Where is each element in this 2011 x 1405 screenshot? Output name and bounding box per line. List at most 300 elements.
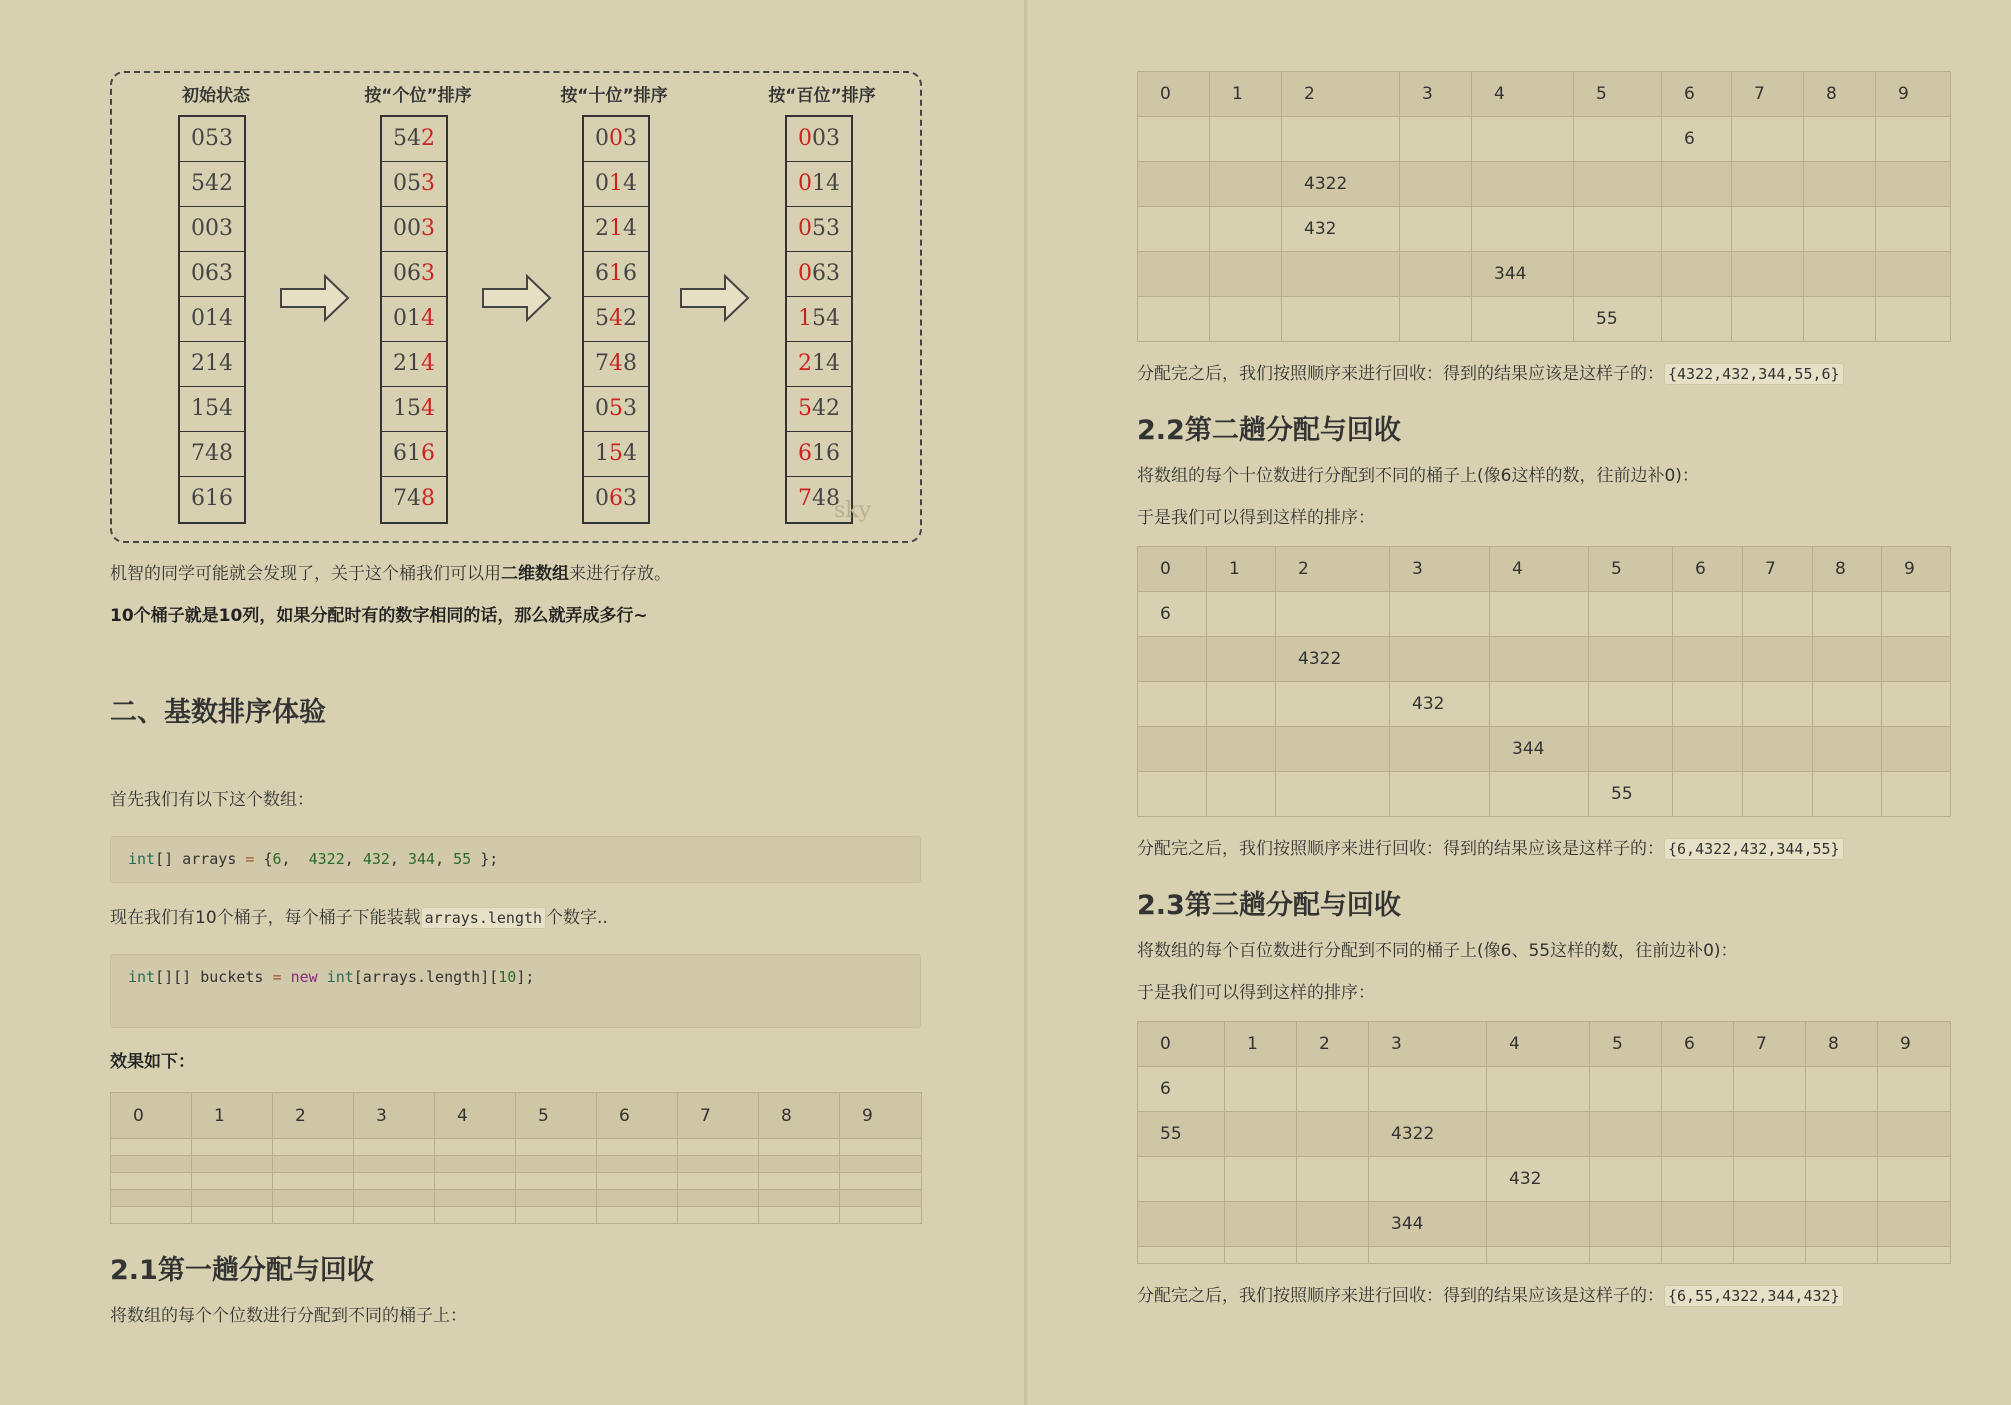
bucket-header: 2: [1297, 1022, 1369, 1067]
digit-text: 4: [623, 216, 637, 241]
bucket-cell: [1225, 1112, 1297, 1157]
digit-text: 542: [191, 171, 233, 196]
digit-text: 15: [393, 396, 421, 421]
code-token: 6: [272, 850, 282, 868]
bucket-cell: [1369, 1067, 1487, 1112]
table-row: [111, 1156, 922, 1173]
bucket-cell: [516, 1207, 597, 1224]
bucket-cell: [1732, 117, 1804, 162]
bucket-cell: [1400, 207, 1472, 252]
bucket-header: 4: [1487, 1022, 1590, 1067]
paragraph-array-intro: 首先我们有以下这个数组：: [110, 790, 314, 810]
table-header-row: [111, 1093, 922, 1139]
bucket-cell: [192, 1173, 273, 1190]
code-token: 432: [362, 850, 390, 868]
bucket-cell: [354, 1207, 435, 1224]
digit-cell: [584, 432, 648, 477]
digit-cell: [382, 432, 446, 477]
digit-text: 01: [393, 306, 421, 331]
right-arrow-icon: [279, 273, 351, 323]
inline-code: {6,55,4322,344,432}: [1664, 1285, 1844, 1307]
bucket-cell: [435, 1139, 516, 1156]
bucket-cell: [1400, 162, 1472, 207]
bucket-cell: [678, 1190, 759, 1207]
table-row: [1138, 117, 1951, 162]
digit-text: 2: [595, 216, 609, 241]
code-token: new: [290, 968, 318, 986]
bucket-cell: [1743, 682, 1813, 727]
bucket-cell: [1225, 1202, 1297, 1247]
digit-text: 2: [623, 306, 637, 331]
code-token: =: [272, 968, 282, 986]
digit-cell: [787, 387, 851, 432]
bucket-cell: [759, 1190, 840, 1207]
bucket-digit-column: [178, 115, 246, 524]
digit-cell: [787, 252, 851, 297]
heading-2-1: 2.1第一趟分配与回收: [110, 1255, 374, 1286]
bucket-cell: [1662, 1067, 1734, 1112]
table-row: [1138, 682, 1951, 727]
bucket-cell: [1472, 162, 1574, 207]
digit-text: 3: [623, 486, 637, 511]
bucket-header: 0: [1138, 1022, 1225, 1067]
bucket-cell: [1673, 592, 1743, 637]
bucket-cell: [1662, 252, 1732, 297]
bucket-cell: [1743, 592, 1813, 637]
bucket-cell: [1662, 1202, 1734, 1247]
table-header-row: [1138, 547, 1951, 592]
bucket-cell: [597, 1207, 678, 1224]
bucket-cell: [1297, 1202, 1369, 1247]
digit-text: 6: [421, 441, 435, 466]
bucket-cell: [1574, 117, 1662, 162]
bucket-header: 1: [1225, 1022, 1297, 1067]
bucket-cell: [1743, 772, 1813, 817]
code-token: 344: [407, 850, 436, 868]
bucket-cell: [840, 1173, 922, 1190]
bucket-cell: [597, 1173, 678, 1190]
bucket-cell: 344: [1472, 252, 1574, 297]
digit-text: 05: [393, 171, 421, 196]
code-token: [318, 968, 327, 986]
digit-text: 616: [191, 486, 233, 511]
digit-cell: [584, 387, 648, 432]
heading-2-3: 2.3第三趟分配与回收: [1137, 890, 1401, 921]
bucket-cell: [1813, 682, 1882, 727]
digit-text: 14: [812, 171, 840, 196]
bucket-cell: [1806, 1202, 1878, 1247]
bucket-cell: 432: [1390, 682, 1490, 727]
bucket-cell: [597, 1156, 678, 1173]
table-row: [1138, 162, 1951, 207]
bucket-cell: [516, 1139, 597, 1156]
table-row: [1138, 297, 1951, 342]
bucket-cell: [1590, 1202, 1662, 1247]
bucket-cell: [1662, 162, 1732, 207]
table-row: [1138, 772, 1951, 817]
bucket-cell: [1673, 772, 1743, 817]
radix-sort-diagram: [110, 71, 922, 543]
bucket-cell: [1138, 682, 1207, 727]
digit-cell: [787, 207, 851, 252]
bucket-cell: [1882, 592, 1951, 637]
bucket-cell: [1297, 1247, 1369, 1264]
bucket-cell: [1804, 297, 1876, 342]
bucket-header: 5: [1574, 72, 1662, 117]
bucket-cell: 6: [1662, 117, 1732, 162]
digit-cell: [180, 162, 244, 207]
bucket-cell: [1210, 252, 1282, 297]
bucket-cell: [435, 1207, 516, 1224]
digit-text: 6: [609, 486, 623, 511]
bucket-cell: [1490, 682, 1589, 727]
table-row: [1138, 727, 1951, 772]
bucket-cell: [1490, 637, 1589, 682]
heading-2-2: 2.2第二趟分配与回收: [1137, 415, 1401, 446]
bucket-cell: [1878, 1112, 1951, 1157]
code-token: 4322: [308, 850, 345, 868]
bucket-header: 4: [1472, 72, 1574, 117]
bucket-header: 1: [1207, 547, 1276, 592]
digit-text: 1: [595, 441, 609, 466]
digit-text: 16: [812, 441, 840, 466]
bucket-cell: [1882, 772, 1951, 817]
bucket-cell: [1400, 297, 1472, 342]
digit-text: 48: [812, 486, 840, 511]
bucket-cell: 55: [1574, 297, 1662, 342]
bucket-cell: [1878, 1202, 1951, 1247]
bucket-cell: [273, 1173, 354, 1190]
bucket-cell: [192, 1156, 273, 1173]
code-block-buckets: [110, 954, 921, 1028]
digit-cell: [787, 117, 851, 162]
bucket-cell: [1804, 252, 1876, 297]
right-arrow-icon: [481, 273, 553, 323]
bucket-cell: [1487, 1202, 1590, 1247]
bucket-cell: [1589, 637, 1673, 682]
digit-cell: [584, 297, 648, 342]
heading-section-2: 二、基数排序体验: [110, 697, 326, 728]
bucket-header: 0: [111, 1093, 192, 1139]
bucket-cell: [1662, 1247, 1734, 1264]
bucket-cell: [1138, 772, 1207, 817]
digit-text: 42: [812, 396, 840, 421]
digit-text: 53: [812, 216, 840, 241]
diagram-column-title: 初始状态: [182, 86, 250, 106]
bucket-cell: [1225, 1067, 1297, 1112]
bucket-cell: [1276, 682, 1390, 727]
bucket-cell: [1390, 637, 1490, 682]
text: 分配完之后，我们按照顺序来进行回收：得到的结果应该是这样子的：: [1137, 839, 1664, 859]
bucket-header: 6: [1673, 547, 1743, 592]
bucket-cell: [1297, 1157, 1369, 1202]
digit-cell: [584, 117, 648, 162]
bucket-cell: [111, 1190, 192, 1207]
bucket-cell: [1490, 772, 1589, 817]
digit-text: 4: [421, 396, 435, 421]
digit-cell: [584, 477, 648, 522]
bucket-cell: [1732, 252, 1804, 297]
table-row: [111, 1207, 922, 1224]
bucket-header: 2: [1276, 547, 1390, 592]
bucket-cell: [1876, 252, 1951, 297]
table-row: [1138, 1157, 1951, 1202]
bucket-cell: [435, 1173, 516, 1190]
bucket-cell: [1487, 1247, 1590, 1264]
digit-text: 8: [623, 351, 637, 376]
bucket-header: 3: [1390, 547, 1490, 592]
bucket-cell: [1743, 637, 1813, 682]
bucket-digit-column: [380, 115, 448, 524]
bucket-cell: [1734, 1067, 1806, 1112]
digit-text: 61: [393, 441, 421, 466]
bucket-header: 4: [435, 1093, 516, 1139]
digit-text: 0: [595, 486, 609, 511]
bucket-cell: [1574, 162, 1662, 207]
bucket-cell: [1878, 1067, 1951, 1112]
bucket-header: 5: [516, 1093, 597, 1139]
bucket-cell: [1673, 682, 1743, 727]
bucket-cell: [273, 1207, 354, 1224]
bucket-header: 2: [273, 1093, 354, 1139]
bucket-header: 7: [678, 1093, 759, 1139]
bucket-cell: [1662, 1112, 1734, 1157]
bucket-cell: [1806, 1157, 1878, 1202]
digit-text: 7: [798, 486, 812, 511]
bucket-header: 7: [1743, 547, 1813, 592]
bucket-cell: [1138, 637, 1207, 682]
paragraph-sorted-3: 于是我们可以得到这样的排序：: [1137, 983, 1375, 1003]
code-token: ,: [344, 850, 363, 868]
inline-code: {6,4322,432,344,55}: [1664, 838, 1844, 860]
bucket-cell: [1138, 1202, 1225, 1247]
bucket-cell: [192, 1207, 273, 1224]
bucket-cell: [516, 1156, 597, 1173]
bucket-cell: [1210, 297, 1282, 342]
right-arrow-icon: [679, 273, 751, 323]
bucket-cell: [1225, 1157, 1297, 1202]
bucket-cell: [1806, 1247, 1878, 1264]
digit-cell: [787, 297, 851, 342]
paragraph-result-3: [1137, 1284, 1844, 1308]
paragraph-result-1: [1137, 362, 1844, 386]
bold-text: 二维数组: [501, 564, 569, 584]
bucket-cell: [1878, 1247, 1951, 1264]
code-token: ,: [435, 850, 454, 868]
text: 来进行存放。: [569, 564, 671, 584]
bucket-cell: [1282, 252, 1400, 297]
paragraph-2d-array: [110, 562, 671, 586]
digit-text: 5: [798, 396, 812, 421]
bucket-cell: [1138, 252, 1210, 297]
digit-cell: [382, 162, 446, 207]
bucket-cell: [354, 1190, 435, 1207]
table-row: [1138, 252, 1951, 297]
bucket-header: 9: [1878, 1022, 1951, 1067]
bucket-cell: [1813, 772, 1882, 817]
bucket-header: 3: [1369, 1022, 1487, 1067]
paragraph-result-2: [1137, 837, 1844, 861]
bucket-cell: [192, 1190, 273, 1207]
code-token: =: [245, 850, 255, 868]
bucket-cell: [1210, 117, 1282, 162]
digit-text: 063: [191, 261, 233, 286]
code-token: 55: [453, 850, 472, 868]
watermark: sky: [834, 498, 872, 523]
digit-cell: [180, 477, 244, 522]
bucket-cell: [111, 1173, 192, 1190]
empty-bucket-table: [110, 1092, 922, 1224]
code-token: [] arrays: [155, 850, 246, 868]
digit-text: 2: [421, 126, 435, 151]
digit-text: 4: [609, 306, 623, 331]
paragraph-bucket-size: [110, 906, 608, 930]
paragraph-effect: [110, 1050, 195, 1074]
digit-text: 5: [609, 441, 623, 466]
bucket-header: 1: [192, 1093, 273, 1139]
table-row: [1138, 207, 1951, 252]
bucket-header: 0: [1138, 72, 1210, 117]
bucket-cell: [1276, 727, 1390, 772]
bucket-cell: [678, 1207, 759, 1224]
table-row: [111, 1173, 922, 1190]
bucket-cell: [192, 1139, 273, 1156]
bucket-cell: [840, 1190, 922, 1207]
text: 个数字..: [546, 908, 608, 928]
bucket-header: 2: [1282, 72, 1400, 117]
bucket-cell: [1882, 637, 1951, 682]
code-token: int: [128, 850, 156, 868]
digit-text: 0: [798, 261, 812, 286]
digit-text: 03: [812, 126, 840, 151]
bucket-cell: 55: [1138, 1112, 1225, 1157]
bucket-cell: [1732, 297, 1804, 342]
bucket-header: 8: [1813, 547, 1882, 592]
code-token: 10: [498, 968, 517, 986]
digit-text: 54: [812, 306, 840, 331]
digit-text: 21: [393, 351, 421, 376]
digit-cell: [787, 342, 851, 387]
bucket-cell: [1282, 297, 1400, 342]
digit-cell: [787, 162, 851, 207]
digit-cell: [787, 432, 851, 477]
digit-cell: [584, 162, 648, 207]
code-token: [arrays.length][: [353, 968, 499, 986]
digit-text: 014: [191, 306, 233, 331]
bucket-cell: [1225, 1247, 1297, 1264]
bucket-cell: [111, 1139, 192, 1156]
digit-text: 5: [595, 306, 609, 331]
bucket-cell: [597, 1139, 678, 1156]
right-page: [1032, 0, 2011, 1405]
bucket-cell: [1276, 772, 1390, 817]
table-header-row: [1138, 72, 1951, 117]
code-token: ,: [281, 850, 309, 868]
bucket-cell: [1210, 162, 1282, 207]
bucket-cell: 4322: [1282, 162, 1400, 207]
bucket-cell: [678, 1139, 759, 1156]
digit-cell: [382, 252, 446, 297]
bucket-header: 6: [1662, 72, 1732, 117]
bucket-cell: [1207, 682, 1276, 727]
digit-text: 7: [595, 351, 609, 376]
bold-text: 效果如下：: [110, 1052, 195, 1072]
bucket-cell: [1210, 207, 1282, 252]
bucket-cell: [840, 1156, 922, 1173]
bucket-header: 7: [1732, 72, 1804, 117]
bucket-cell: [1882, 682, 1951, 727]
paragraph-third-pass: 将数组的每个百位数进行分配到不同的桶子上(像6、55这样的数，往前边补0)：: [1137, 941, 1738, 961]
bucket-cell: [1282, 117, 1400, 162]
bucket-header: 0: [1138, 547, 1207, 592]
digit-cell: [382, 477, 446, 522]
digit-text: 003: [191, 216, 233, 241]
bucket-cell: [1589, 682, 1673, 727]
bucket-cell: [1390, 592, 1490, 637]
text: 机智的同学可能就会发现了，关于这个桶我们可以用: [110, 564, 501, 584]
bucket-cell: 4322: [1276, 637, 1390, 682]
code-token: ];: [516, 968, 535, 986]
digit-text: 0: [595, 171, 609, 196]
bucket-cell: [1590, 1112, 1662, 1157]
bucket-cell: [1590, 1157, 1662, 1202]
paragraph-sorted-2: 于是我们可以得到这样的排序：: [1137, 508, 1375, 528]
digit-cell: [180, 432, 244, 477]
bucket-header: 5: [1590, 1022, 1662, 1067]
table-row: [111, 1190, 922, 1207]
bucket-cell: [1876, 297, 1951, 342]
digit-text: 00: [393, 216, 421, 241]
bucket-cell: [1804, 207, 1876, 252]
code-token: {: [254, 850, 273, 868]
bucket-cell: [759, 1173, 840, 1190]
bucket-header: 7: [1734, 1022, 1806, 1067]
paragraph-second-pass: 将数组的每个十位数进行分配到不同的桶子上(像6这样的数，往前边补0)：: [1137, 466, 1699, 486]
bucket-cell: [1876, 117, 1951, 162]
digit-cell: [584, 252, 648, 297]
bucket-cell: [1297, 1112, 1369, 1157]
digit-text: 4: [421, 306, 435, 331]
code-token: int: [128, 968, 156, 986]
digit-text: 3: [421, 171, 435, 196]
digit-text: 4: [609, 351, 623, 376]
bucket-cell: [1400, 117, 1472, 162]
bucket-cell: [1138, 162, 1210, 207]
bucket-cell: [1806, 1112, 1878, 1157]
bucket-cell: [1590, 1247, 1662, 1264]
digit-text: 0: [798, 171, 812, 196]
bucket-cell: [1207, 772, 1276, 817]
digit-cell: [180, 387, 244, 432]
inline-code: {4322,432,344,55,6}: [1664, 363, 1844, 385]
bucket-cell: [1813, 727, 1882, 772]
bucket-table-pass-2: [1137, 546, 1951, 817]
bucket-cell: 55: [1589, 772, 1673, 817]
bucket-cell: 344: [1490, 727, 1589, 772]
bucket-cell: [1574, 252, 1662, 297]
inline-code: arrays.length: [421, 907, 546, 929]
digit-text: 3: [421, 216, 435, 241]
table-row: [1138, 1202, 1951, 1247]
bucket-cell: [1207, 727, 1276, 772]
paragraph-first-pass: 将数组的每个个位数进行分配到不同的桶子上：: [110, 1306, 467, 1326]
bucket-cell: [1207, 592, 1276, 637]
bucket-cell: [354, 1173, 435, 1190]
bucket-cell: [1662, 207, 1732, 252]
bucket-cell: [1804, 162, 1876, 207]
bucket-header: 6: [1662, 1022, 1734, 1067]
bucket-cell: [1400, 252, 1472, 297]
